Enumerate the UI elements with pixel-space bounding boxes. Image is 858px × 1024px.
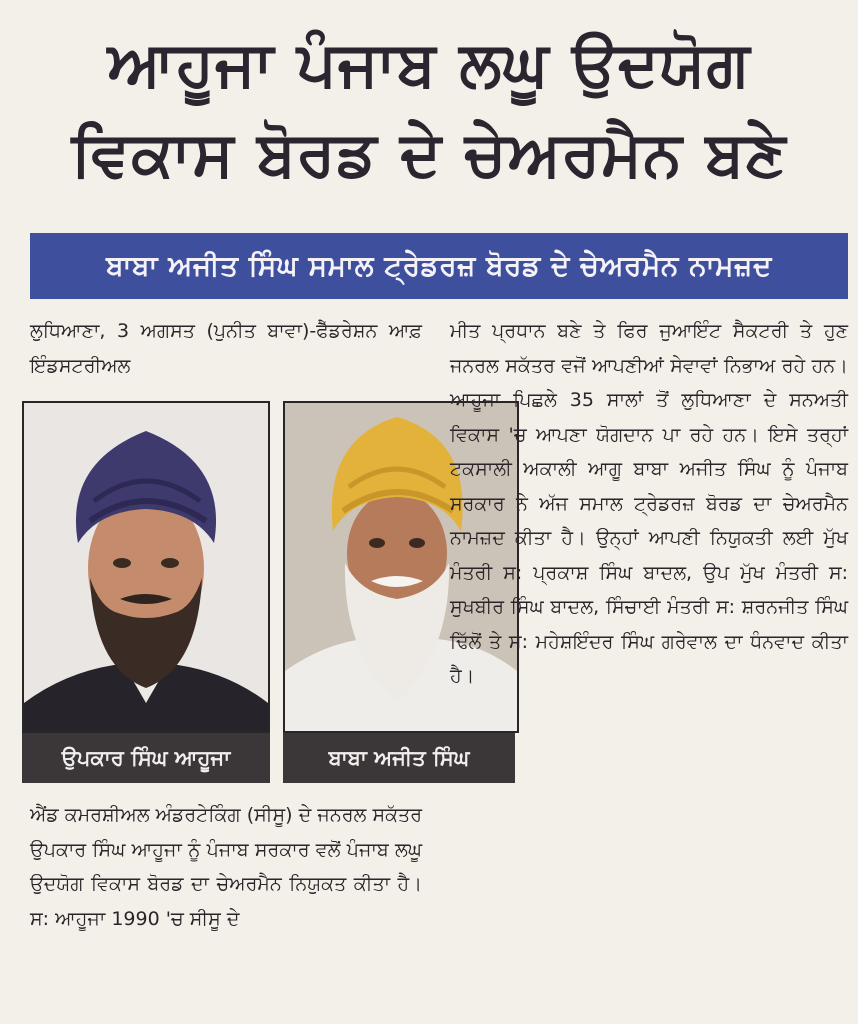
photo-caption-ahuja (22, 733, 270, 783)
subheadline-text: ਬਾਬਾ ਅਜੀਤ ਸਿੰਘ ਸਮਾਲ ਟ੍ਰੇਡਰਜ਼ ਬੋਰਡ ਦੇ ਚੇਅਰਮੈਨ ਨਾਮਜ਼ਦ (106, 249, 772, 282)
article-paragraph: ਲੁਧਿਆਣਾ, 3 ਅਗਸਤ (ਪੁਨੀਤ ਬਾਵਾ)-ਫੈੱਡਰੇਸ਼ਨ ਆਫ਼ ਇੰਡਸਟਰੀਅਲ (30, 320, 422, 377)
article-paragraph: ਐਂਡ ਕਮਰਸ਼ੀਅਲ ਅੰਡਰਟੇਕਿੰਗ (ਸੀਸੂ) ਦੇ ਜਨਰਲ ਸਕੱਤਰ ਉਪਕਾਰ ਸਿੰਘ ਆਹੂਜਾ ਨੂੰ ਪੰਜਾਬ ਸਰਕਾਰ ਵਲੋਂ ਪੰਜਾਬ ਲਘੂ ਉਦਯੋਗ ਵਿਕਾਸ ਬੋਰਡ ਦਾ ਚੇਅਰਮੈਨ ਨਿਯੁਕਤ ਕੀਤਾ ਹੈ। ਸ: ਆਹੂਜਾ 1990 'ਚ ਸੀਸੂ ਦੇ (30, 804, 422, 930)
caption-text: ਉਪਕਾਰ ਸਿੰਘ ਆਹੂਜਾ (61, 745, 231, 770)
portrait-image (24, 403, 268, 731)
subheadline-banner (30, 233, 848, 299)
article-right-column (450, 314, 848, 694)
article-left-column-top (30, 314, 422, 383)
caption-text: ਬਾਬਾ ਅਜੀਤ ਸਿੰਘ (328, 745, 470, 770)
photo-caption-ajit-singh (283, 733, 515, 783)
headline-line-1: ਆਹੂਜਾ ਪੰਜਾਬ ਲਘੂ ਉਦਯੋਗ (107, 27, 751, 100)
article-paragraph: ਮੀਤ ਪ੍ਰਧਾਨ ਬਣੇ ਤੇ ਫਿਰ ਜੁਆਇੰਟ ਸੈਕਟਰੀ ਤੇ ਹੁਣ ਜਨਰਲ ਸਕੱਤਰ ਵਜੋਂ ਆਪਣੀਆਂ ਸੇਵਾਵਾਂ ਨਿਭਾਅ ਰਹੇ ਹਨ। ਆਹੂਜਾ ਪਿਛਲੇ 35 ਸਾਲਾਂ ਤੋਂ ਲੁਧਿਆਣਾ ਦੇ ਸਨਅਤੀ ਵਿਕਾਸ 'ਚ ਆਪਣਾ ਯੋਗਦਾਨ ਪਾ ਰਹੇ ਹਨ। ਇਸੇ ਤਰ੍ਹਾਂ ਟਕਸਾਲੀ ਅਕਾਲੀ ਆਗੂ ਬਾਬਾ ਅਜੀਤ ਸਿੰਘ ਨੂੰ ਪੰਜਾਬ ਸਰਕਾਰ ਨੇ ਅੱਜ ਸਮਾਲ ਟ੍ਰੇਡਰਜ਼ ਬੋਰਡ ਦਾ ਚੇਅਰਮੈਨ ਨਾਮਜ਼ਦ ਕੀਤਾ ਹੈ। ਉਨ੍ਹਾਂ ਆਪਣੀ ਨਿਯੁਕਤੀ ਲਈ ਮੁੱਖ ਮੰਤਰੀ ਸ: ਪ੍ਰਕਾਸ਼ ਸਿੰਘ ਬਾਦਲ, ਉਪ ਮੁੱਖ ਮੰਤਰੀ ਸ: ਸੁਖਬੀਰ ਸਿੰਘ ਬਾਦਲ, ਸਿੰਚਾਈ ਮੰਤਰੀ ਸ: ਸ਼ਰਨਜੀਤ ਸਿੰਘ ਢਿੱਲੋਂ ਤੇ ਸ: ਮਹੇਸ਼ਇੰਦਰ ਸਿੰਘ ਗਰੇਵਾਲ ਦਾ ਧੰਨਵਾਦ ਕੀਤਾ ਹੈ। (450, 320, 848, 687)
article-left-column-bottom (30, 798, 422, 936)
photo-upkar-singh-ahuja (22, 401, 270, 733)
headline-line-2: ਵਿਕਾਸ ਬੋਰਡ ਦੇ ਚੇਅਰਮੈਨ ਬਣੇ (71, 117, 787, 190)
